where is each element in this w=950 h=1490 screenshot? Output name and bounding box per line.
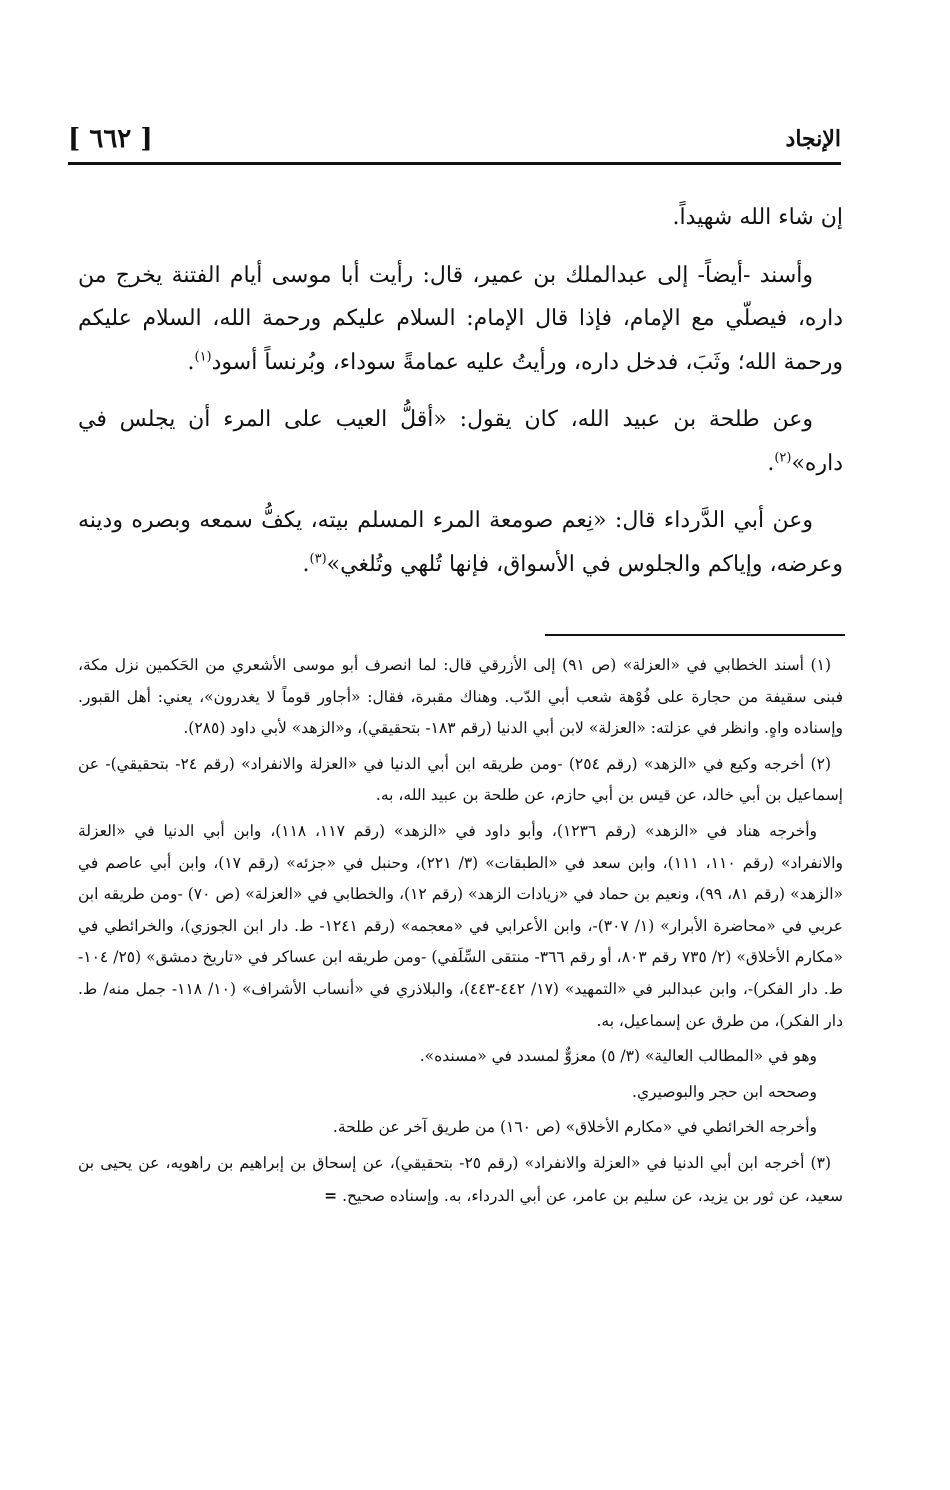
footnote: وأخرجه هناد في «الزهد» (رقم ١٢٣٦)، وأبو داود في «الزهد» (رقم ١١٧، ١١٨)، وابن أبي الدنيا في «العزلة والانفراد» (رقم ١١٠، ١١١)، وابن سعد في «الطبقات» (٣/ ٢٢١)، وحنبل في «جزئه» (رقم ١٧)، وابن أبي عاصم في «الزهد» (رقم ٨١، ٩٩)، ونعيم بن حماد في «زيادات الزهد» (رقم ١٢)، والخطابي في «العزلة» (ص ٧٠) -ومن طريقه ابن عربي في «محاضرة الأبرار» (١/ ٣٠٧)-، وابن الأعرابي في «معجمه» (رقم ١٢٤١- ط. دار ابن الجوزي)، والخرائطي في «مكارم الأخلاق» (٢/ ٧٣٥ رقم ٨٠٣، أو رقم ٣٦٦- منتقى السِّلَفي) -ومن طريقه ابن عساكر في «تاريخ دمشق» (٢٥/ ١٠٤- ط. دار الفكر)-، وابن عبدالبر في «التمهيد» (١٧/ ٤٤٢-٤٤٣)، والبلاذري في «أنساب الأشراف» (١٠/ ١١٨- جمل منه/ ط. دار الفكر)، من طرق عن إسماعيل، به. (78, 821, 844, 1030)
footnote: (٢) أخرجه وكيع في «الزهد» (رقم ٢٥٤) -ومن طريقه ابن أبي الدنيا في «العزلة والانفراد» (رقم ٢٤- بتحقيقي)- عن إسماعيل بن أبي خالد، عن قيس بن أبي حازم، عن طلحة بن عبيد الله، به. (78, 754, 843, 805)
footnote-ref: (١) (194, 349, 212, 365)
book-title: الإنجاد (785, 126, 841, 152)
footnote-ref: (٢) (774, 450, 792, 466)
footnotes (78, 650, 843, 1216)
paragraph: وعن طلحة بن عبيد الله، كان يقول: «أقلُّ العيب على المرء أن يجلس في داره»$^{(٢)}$. (78, 407, 843, 476)
header-rule (68, 162, 841, 165)
footnote: (٣) أخرجه ابن أبي الدنيا في «العزلة والانفراد» (رقم ٢٥- بتحقيقي)، عن إسحاق بن إبراهيم بن راهويه، عن يحيى بن سعيد، عن ثور بن يزيد، عن سليم بن عامر، عن أبي الدرداء، به. وإسناده صحيح. = (78, 1153, 843, 1205)
footnote: وأخرجه الخرائطي في «مكارم الأخلاق» (ص ١٦٠) من طريق آخر عن طلحة. (332, 1118, 817, 1137)
paragraph: وأسند -أيضاً- إلى عبدالملك بن عمير، قال: رأيت أبا موسى أيام الفتنة يخرج من داره، فيصلّي مع الإمام، فإذا قال الإمام: السلام عليكم ورحمة الله، السلام عليكم ورحمة الله؛ وثَبَ، فدخل داره، ورأيتُ عليه عمامةً سوداء، وبُرنساً أسود$^{(١)}$. (78, 262, 843, 375)
main-text (78, 196, 843, 600)
paragraph: إن شاء الله شهيداً. (672, 205, 843, 230)
page-number: [ ٦٦٢ ] (68, 124, 153, 154)
page-header (68, 116, 841, 162)
continuation-mark: = (324, 1185, 338, 1205)
footnote-separator (545, 634, 845, 636)
footnote-ref: (٣) (309, 551, 327, 567)
paragraph: وعن أبي الدَّرداء قال: «نِعم صومعة المرء المسلم بيته، يكفُّ سمعه وبصره ودينه وعرضه، وإياكم والجلوس في الأسواق، فإنها تُلهي وتُلغي»$^{(٣)}$. (78, 508, 843, 577)
footnote: (١) أسند الخطابي في «العزلة» (ص ٩١) إلى الأزرقي قال: لما انصرف أبو موسى الأشعري من الحَكمين نزل مكة، فبنى سقيفة من حجارة على فُوْهة شعب أبي الدّب. وهناك مقبرة، فقال: «أجاور قوماً لا يغدرون»، يعني: أهل القبور. وإسناده واهٍ. وانظر في عزلته: «العزلة» لابن أبي الدنيا (رقم ١٨٣- بتحقيقي)، و«الزهد» لأبي داود (٢٨٥). (78, 656, 843, 738)
footnote: وصححه ابن حجر والبوصيري. (632, 1082, 817, 1101)
footnote: وهو في «المطالب العالية» (٣/ ٥) معزوٌّ لمسدد في «مسنده». (419, 1047, 817, 1066)
